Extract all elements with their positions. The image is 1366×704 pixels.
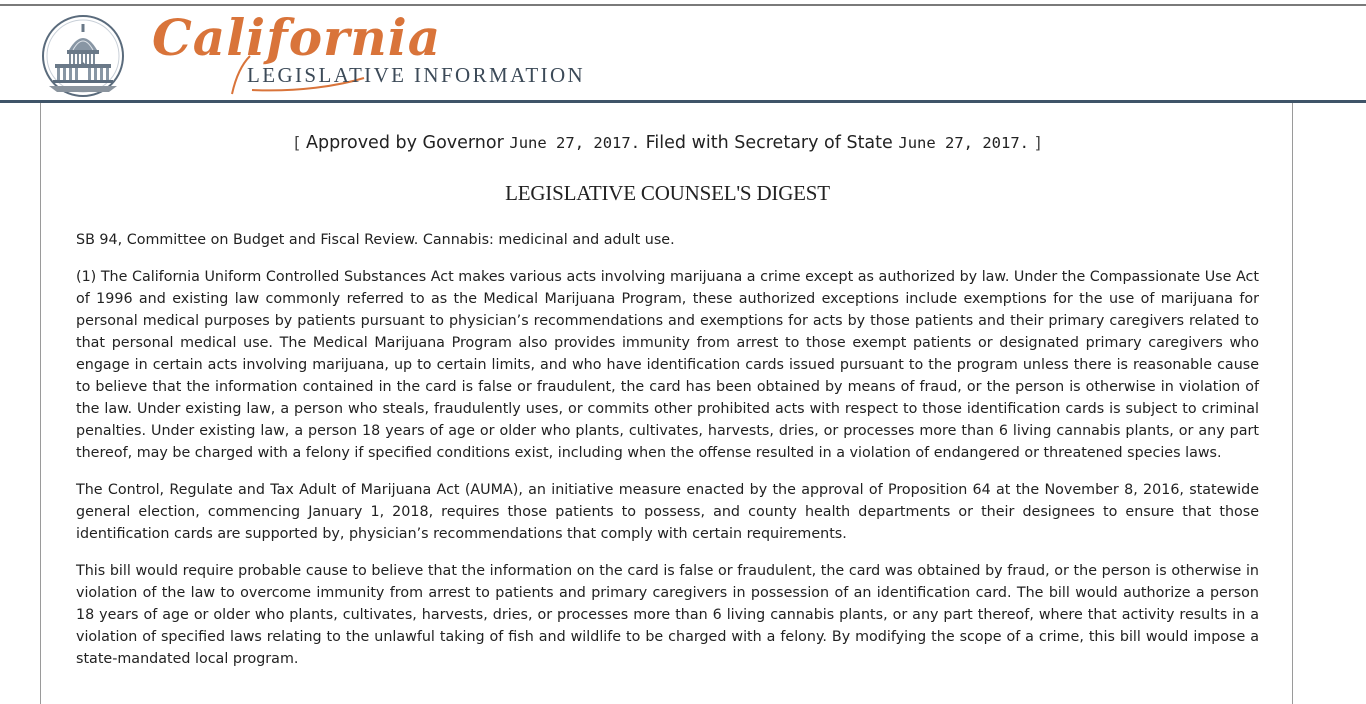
approved-label: Approved by Governor xyxy=(305,133,504,153)
digest-title: LEGISLATIVE COUNSEL'S DIGEST xyxy=(505,181,830,205)
logo-wordmark[interactable]: California xyxy=(152,8,442,67)
approval-close-bracket: ] xyxy=(1034,133,1041,152)
bill-summary-line: SB 94, Committee on Budget and Fiscal Review. Cannabis: medicinal and adult use. xyxy=(76,232,675,248)
digest-paragraph: The Control, Regulate and Tax Adult of Marijuana Act (AUMA), an initiative measure enacted by the approval of Proposition 64 at the November 8, 2016, statewide general election, commencing January 1, 2018, requires those patients to possess, and county health departments or their designees to ensure that those identification cards are supported by, physician’s recommendations that comply with certain requirements. xyxy=(76,482,1259,542)
approval-open-bracket: [ xyxy=(294,133,301,152)
digest-paragraph: (1) The California Uniform Controlled Substances Act makes various acts involving marijuana a crime except as authorized by law. Under the Compassionate Use Act of 1996 and existing law commonly referred to as the Medical Marijuana Program, these authorized exceptions include exemptions for the use of marijuana for personal medical purposes by patients pursuant to physician’s recommendations and exemptions for acts by those patients and their primary caregivers related to that personal medical use. The Medical Marijuana Program also provides immunity from arrest to those exempt patients or designated primary caregivers who engage in certain acts involving marijuana, up to certain limits, and who have identification cards issued pursuant to the program unless there is reasonable cause to believe that the information contained in the card is false or fraudulent, the card has been obtained by means of fraud, or the person is otherwise in violation of the law. Under existing law, a person who steals, fraudulently uses, or commits other prohibited acts with respect to those identification cards is subject to criminal penalties. Under existing law, a person 18 years of age or older who plants, cultivates, harvests, dries, or processes more than 6 living cannabis plants, or any part thereof, may be charged with a felony if specified conditions exist, including when the offense resulted in a violation of endangered or threatened species laws. xyxy=(76,269,1259,461)
digest-paragraph: This bill would require probable cause to believe that the information on the card is false or fraudulent, the card was obtained by fraud, or the person is otherwise in violation of the law to overcome immunity from arrest to patients and primary caregivers in possession of an identification card. The bill would authorize a person 18 years of age or older who plants, cultivates, harvests, dries, or processes more than 6 living cannabis plants, or any part thereof, where that activity results in a violation of specified laws relating to the unlawful taking of fish and wildlife to be charged with a felony. By modifying the scope of a crime, this bill would impose a state-mandated local program. xyxy=(76,563,1259,667)
bill-content-panel xyxy=(40,103,1293,704)
filed-date: June 27, 2017. xyxy=(898,134,1030,152)
approved-date: June 27, 2017. xyxy=(509,134,641,152)
site-header xyxy=(0,6,1366,102)
approval-line xyxy=(41,133,1294,153)
digest-body xyxy=(76,229,1259,685)
filed-label: Filed with Secretary of State xyxy=(645,133,893,153)
capitol-seal-logo-icon[interactable] xyxy=(41,14,125,98)
logo-subtitle: LEGISLATIVE INFORMATION xyxy=(247,63,586,87)
